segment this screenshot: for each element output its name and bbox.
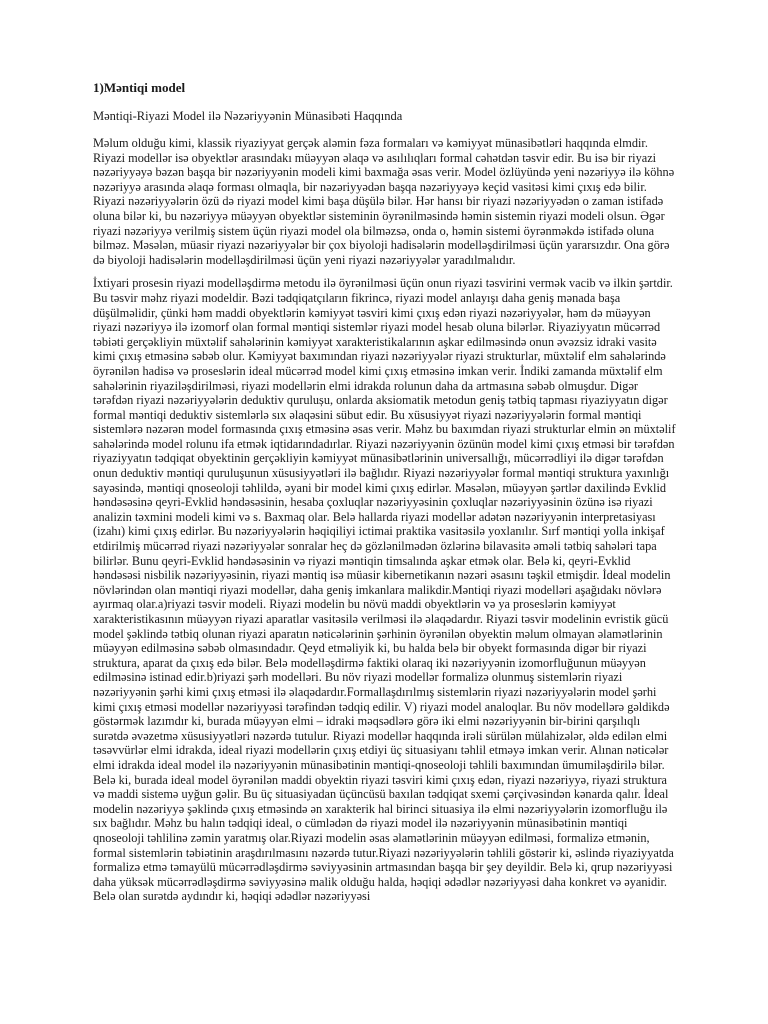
body-paragraph-2: İxtiyari prosesin riyazi modelləşdirmə metodu ilə öyrənilməsi üçün onun riyazi təsvirini vermək vacib və ilkin şərtdir. Bu təsvir məhz riyazi modeldir. Bəzi tədqiqatçıların fikrincə, riyazi model anlayışı daha geniş mənada başa düşülməlidir, çünki həm maddi obyektlərin kəmiyyət təsviri kimi çıxış edən riyazi nəzəriyyələr, həm də müəyyən riyazi nəzəriyyə ilə izomorf olan formal məntiqi sistemlər riyazi model hesab oluna bilərlər. Riyaziyyatın mücərrəd təbiəti gerçəkliyin müxtəlif sahələrinin kəmiyyət xarakteristikalarının aşkar edilməsində onun əvəzsiz idraki vasitə kimi çıxış etməsinə səbəb olur. Kəmiyyət baxımından riyazi nəzəriyyələr riyazi strukturlar, müxtəlif elm sahələrində öyrənilən hadisə və proseslərin ideal mücərrəd model kimi çıxış etməsinə imkan verir. İndiki zamanda müxtəlif elm sahələrinin riyaziləşdirilməsi, riyazi modellərin elmi idrakda rolunun daha da artmasına səbəb olmuşdur. Digər tərəfdən riyazi nəzəriyyələrin deduktiv qurulușu, onlarda aksiomatik metodun geniş tətbiq tapması riyaziyyatın digər formal məntiqi deduktiv sistemlərlə sıx əlaqəsini sübut edir. Bu xüsusiyyət riyazi nəzəriyyələrin formal məntiqi sistemlərə nəzərən model formasında çıxış etməsinə əsas verir. Məhz bu baxımdan riyazi strukturlar elmin ən müxtəlif sahələrində model rolunu ifa etmək iqtidarındadırlar. Riyazi nəzəriyyənin özünün model kimi çıxış etməsi bir tərəfdən riyaziyyatın tədqiqat obyektinin gerçəkliyin kəmiyyət münasibətlərinin universallığı, mücərrədliyi ilə digər tərəfdən onun deduktiv məntiqi quruluşunun xüsusiyyətləri ilə bağlıdır. Riyazi nəzəriyyələr formal məntiqi struktura yaxınlığı sayəsində, məntiqi qnoseoloji təhlildə, əyani bir model kimi çıxış edirlər. Məsələn, müəyyən şərtlər daxilində Evklid həndəsəsinə qeyri-Evklid həndəsəsinin, hesaba çoxluqlar nəzəriyyəsinin çoxluqlar nəzəriyyəsinin özünə isə riyazi analizin təxmini modeli kimi və s. Baxmaq olar. Belə hallarda riyazi modellər adətən nəzəriyyənin interpretasiyası (izahı) kimi çıxış edirlər. Bu nəzəriyyələrin həqiqiliyi ictimai praktika vasitəsilə yoxlanılır. Sırf məntiqi yolla inkişaf etdirilmiş mücərrəd riyazi nəzəriyyələr sonralar heç də gözlənilmədən özlərinə bilavasitə əməli tətbiq sahələri tapa bilirlər. Bunu qeyri-Evklid həndəsəsinin və riyazi məntiqin timsalında aşkar etmək olar. Belə ki, qeyri-Evklid həndəsəsi nisbilik nəzəriyyəsinin, riyazi məntiq isə müasir kibernetikanın nəzəri əsasını təşkil etmişdir. İdeal modelin növlərindən olan məntiqi riyazi modellər, daha geniş imkanlara malikdir.Məntiqi riyazi modelləri aşağıdakı növlərə ayırmaq olar.a)riyazi təsvir modeli. Riyazi modelin bu növü maddi obyektlərin və ya proseslərin kəmiyyət xarakteristikasının müəyyən riyazi aparatlar vasitəsilə verilməsi ilə əlaqədardır. Riyazi təsvir modelinin evristik gücü model şəklində tətbiq olunan riyazi aparatın nəticələrinin şərhinin öyrənilən obyektin məlum olmayan əlamətlərinin müəyyən edilməsinə səbəb olmasındadır. Qeyd etməliyik ki, bu halda belə bir obyekt formasında digər bir riyazi struktura, aparat da çıxış edə bilər. Belə modelləşdirmə faktiki olaraq iki nəzəriyyənin izomorfluğunun müəyyən edilməsinə istinad edir.b)riyazi şərh modelləri. Bu növ riyazi modellər formalizə olunmuş sistemlərin riyazi nəzəriyyənin şərhi kimi çıxış etməsi ilə əlaqədardır.Formallaşdırılmış sistemlərin riyazi nəzəriyyələrin model şərhi kimi çıxış etməsi modellər nəzəriyyəsi tərəfindən tədqiq edilir. V) riyazi model analoqlar. Bu növ modellərə gəldikdə göstərmək lazımdır ki, burada müəyyən elmi – idraki məqsədlərə görə iki elmi nəzəriyyənin bir-birini qarşılıqlı surətdə əvəzetmə xüsusiyyətləri nəzərdə tutulur. Riyazi modellər haqqında irəli sürülən mülahizələr, əldə edilən elmi təsəvvürlər elmi idrakda, ideal riyazi modellərin çıxış etdiyi üç situasiyanı təhlil etməyə imkan verir. Alınan nəticələr elmi idrakda ideal model ilə nəzəriyyənin münasibətinin məntiqi-qnoseoloji təhlili baxımından ümumiləşdirilə bilər. Belə ki, burada ideal model öyrənilən maddi obyektin riyazi təsviri kimi çıxış edən, riyazi nəzəriyyə, riyazi struktura və maddi sistemə uyğun gəlir. Bu üç situasiyadan üçüncüsü baxılan tədqiqat sxemi çərçivəsindən kənarda qalır. İdeal modelin nəzəriyyə şəklində çıxış etməsində ən xarakterik hal birinci situasiya ilə elmi nəzəriyyələrin izomorfluğu ilə sıx bağlıdır. Məhz bu halın tədqiqi ideal, o cümlədən də riyazi model ilə nəzəriyyənin münasibətinin məntiqi qnoseoloji təhlilinə zəmin yaratmış olar.Riyazi modelin əsas əlamətlərinin müəyyən edilməsi, formalizə etmənin, formal sistemlərin təbiətinin araşdırılmasını nəzərdə tutur.Riyazi nəzəriyyələrin təhlili göstərir ki, əslində riyaziyyatda formalizə etmə təmayülü mücərrədləşdirmə səviyyəsinin artmasından başqa bir şey deyildir. Belə ki, qrup nəzəriyyəsi daha yüksək mücərrədləşdirmə səviyyəsinə malik olduğu halda, həqiqi ədədlər nəzəriyyəsi daha konkret və əyanidir. Belə olan surətdə aydındır ki, həqiqi ədədlər nəzəriyyəsi	[93, 276, 676, 904]
document-subtitle: Məntiqi-Riyazi Model ilə Nəzəriyyənin Münasibəti Haqqında	[93, 109, 403, 123]
body-paragraph-1: Məlum olduğu kimi, klassik riyaziyyat gerçək aləmin fəza formaları və kəmiyyət münasibətləri haqqında elmdir. Riyazi modellər isə obyektlər arasındakı müəyyən əlaqə və asılılıqları formal cəhətdən təsvir edir. Bu isə bir riyazi nəzəriyyəyə bəzən başqa bir nəzəriyyənin modeli kimi baxmağa əsas verir. Model özlüyündə yeni nəzəriyyə ilə köhnə nəzəriyyə arasında əlaqə forması olmaqla, bir nəzəriyyədən başqa nəzəriyyəyə keçid vasitəsi kimi çıxış edə bilir. Riyazi nəzəriyyələrin özü də riyazi model kimi başa düşülə bilər. Hər hansı bir riyazi nəzəriyyədən o zaman istifadə oluna bilər ki, bu nəzəriyyə müəyyən obyektlər sisteminin öyrənilməsində həmin sistemin riyazi modeli olsun. Əgər riyazi nəzəriyyə verilmiş sistem üçün riyazi model ola bilməzsə, onda o, həmin sistemi öyrənməkdə istifadə oluna bilməz. Məsələn, müasir riyazi nəzəriyyələr bir çox biyoloji hadisələrin modelləşdirilməsi üçün yararsızdır. Ona görə də biyoloji hadisələrin modelləşdirilməsi üçün yeni riyazi nəzəriyyələr yaradılmalıdır.	[93, 136, 675, 267]
document-page	[93, 80, 678, 913]
section-heading: 1)Məntiqi model	[93, 80, 186, 95]
